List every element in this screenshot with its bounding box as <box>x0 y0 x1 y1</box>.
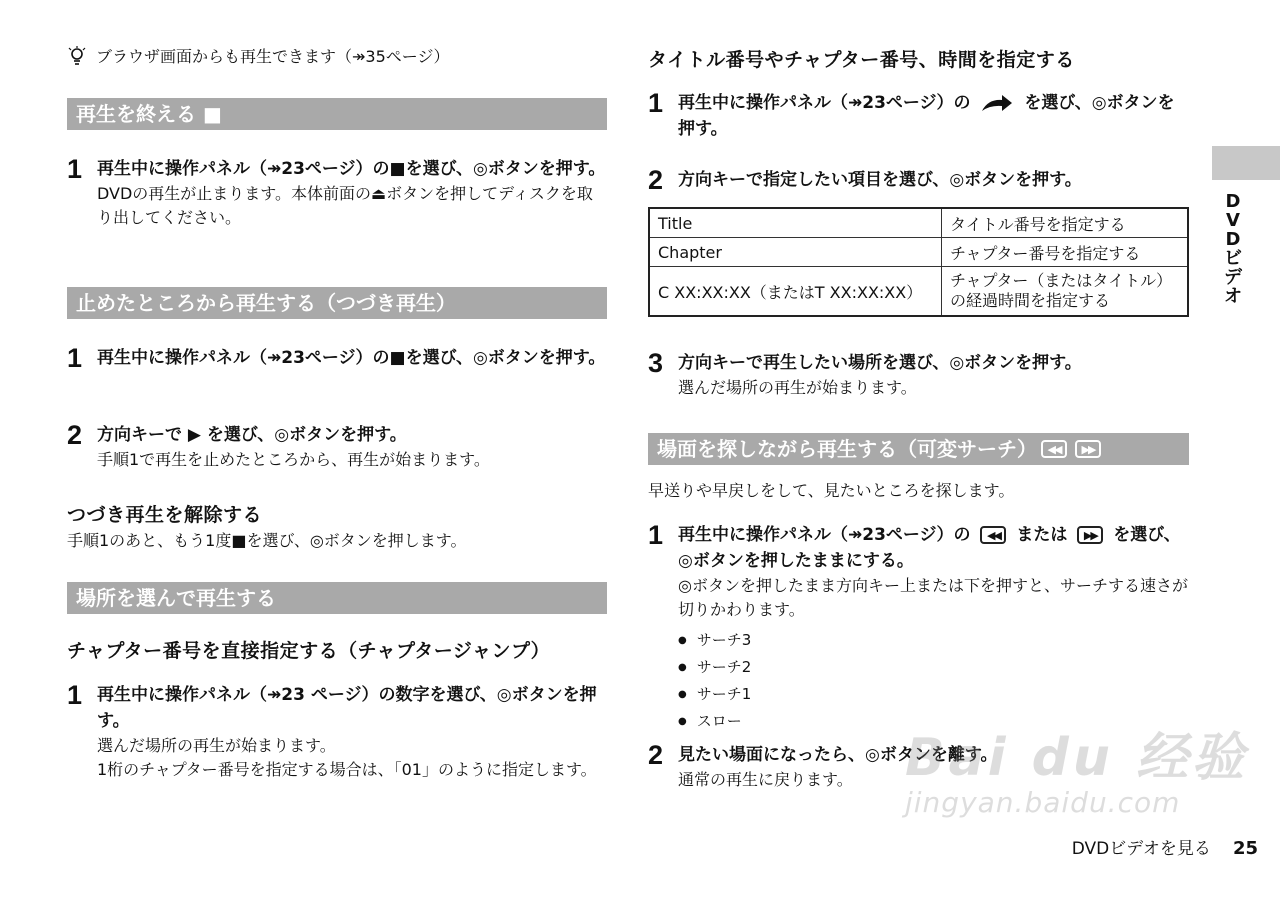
list-item: ● サーチ2 <box>678 655 1189 682</box>
side-char: デ <box>1224 267 1242 288</box>
step-instruction-cont: を選び、◎ボタンを押す。 <box>678 93 1175 139</box>
time-step-3 <box>648 350 1189 400</box>
step-number: 3 <box>648 348 664 378</box>
table-cell-desc: チャプター番号を指定する <box>942 238 1189 267</box>
step-instruction: 再生中に操作パネル（↠23ページ）の <box>678 93 971 113</box>
step-instruction: 方向キーで ▶ を選び、◎ボタンを押す。 <box>97 425 407 445</box>
time-step-2 <box>648 167 1189 193</box>
rewind-icon: ◀◀ <box>1041 440 1067 458</box>
side-chapter-label <box>1222 192 1244 306</box>
section-title-select-location: 場所を選んで再生する <box>67 582 607 614</box>
step-number: 1 <box>648 520 664 550</box>
footer-section: DVDビデオを見る <box>1071 839 1211 859</box>
resume-step-1 <box>67 345 607 371</box>
cancel-resume-heading: つづき再生を解除する <box>67 504 263 526</box>
baidu-watermark <box>905 715 1248 819</box>
step-number: 1 <box>67 680 83 710</box>
option-table-wrap <box>648 207 1189 317</box>
time-select-heading: タイトル番号やチャプター番号、時間を指定する <box>648 49 1075 71</box>
lightbulb-icon <box>68 46 86 66</box>
cancel-resume-text: 手順1のあと、もう1度■を選び、◎ボタンを押します。 <box>67 531 467 550</box>
table-cell-desc: チャプター（またはタイトル）の経過時間を指定する <box>942 267 1189 317</box>
step-instruction-or: または <box>1016 525 1068 545</box>
table-cell-key: Chapter <box>649 238 942 267</box>
step-note: 選んだ場所の再生が始まります。 <box>97 736 336 755</box>
page-number: 25 <box>1232 838 1258 859</box>
resume-step-2 <box>67 422 607 472</box>
table-cell-desc: タイトル番号を指定する <box>942 208 1189 238</box>
list-item: ● スロー <box>678 709 1189 736</box>
tip-text: ブラウザ画面からも再生できます（↠35ページ） <box>96 47 450 66</box>
step-instruction-cont: を選び、◎ボタンを押したままにする。 <box>678 525 1181 571</box>
step-instruction: 方向キーで再生したい場所を選び、◎ボタンを押す。 <box>678 353 1082 373</box>
step-number: 1 <box>648 88 664 118</box>
page-footer <box>1072 834 1258 859</box>
section-title-stop: 再生を終える ■ <box>67 98 607 130</box>
step-instruction: 再生中に操作パネル（↠23 ページ）の数字を選び、◎ボタンを押す。 <box>97 685 597 731</box>
step-note: 通常の再生に戻ります。 <box>678 770 853 789</box>
list-item: ● サーチ3 <box>678 628 1189 655</box>
side-tab-marker <box>1212 146 1280 180</box>
step-number: 2 <box>648 740 664 770</box>
jump-arrow-icon <box>980 93 1014 113</box>
watermark-brand: Bai du 经验 <box>905 728 1248 788</box>
step-instruction: 再生中に操作パネル（↠23ページ）の■を選び、◎ボタンを押す。 <box>97 159 606 179</box>
step-note: 1桁のチャプター番号を指定する場合は、「01」のように指定します。 <box>97 760 597 779</box>
fast-forward-icon: ▶▶ <box>1075 440 1101 458</box>
step-note: ◎ボタンを押したまま方向キー上または下を押すと、サーチする速さが切りかわります。 <box>678 576 1188 619</box>
section-title-resume: 止めたところから再生する（つづき再生） <box>67 287 607 319</box>
side-char: オ <box>1224 286 1242 307</box>
step-instruction: 再生中に操作パネル（↠23ページ）の <box>678 525 971 545</box>
table-cell-key: Title <box>649 208 942 238</box>
step-instruction: 方向キーで指定したい項目を選び、◎ボタンを押す。 <box>678 170 1082 190</box>
rewind-icon: ◀◀ <box>980 526 1006 544</box>
step-number: 1 <box>67 154 83 184</box>
chapter-jump-heading: チャプター番号を直接指定する（チャプタージャンプ） <box>67 640 551 662</box>
chapter-jump-step-1 <box>67 682 607 782</box>
step-note: 選んだ場所の再生が始まります。 <box>678 378 917 397</box>
option-table <box>648 207 1189 317</box>
table-cell-key: C XX:XX:XX（またはT XX:XX:XX） <box>649 267 942 317</box>
fast-forward-icon: ▶▶ <box>1077 526 1103 544</box>
list-item: ● サーチ1 <box>678 682 1189 709</box>
table-row <box>649 238 1188 267</box>
step-note: 手順1で再生を止めたところから、再生が始まります。 <box>97 450 490 469</box>
step-instruction: 見たい場面になったら、◎ボタンを離す。 <box>678 745 998 765</box>
step-note: DVDの再生が止まります。本体前面の⏏ボタンを押してディスクを取り出してください。 <box>97 184 593 227</box>
side-char: ビ <box>1224 248 1242 269</box>
stop-step-1 <box>67 156 607 230</box>
variable-search-intro: 早送りや早戻しをして、見たいところを探します。 <box>648 481 1015 500</box>
step-number: 1 <box>67 343 83 373</box>
section-title-text: 場面を探しながら再生する（可変サーチ） <box>657 437 1037 461</box>
side-char: D <box>1225 191 1241 212</box>
table-row <box>649 208 1188 238</box>
side-char: V <box>1226 210 1240 231</box>
table-row <box>649 267 1188 317</box>
step-number: 2 <box>67 420 83 450</box>
section-title-variable-search <box>648 433 1189 465</box>
step-instruction: 再生中に操作パネル（↠23ページ）の■を選び、◎ボタンを押す。 <box>97 348 606 368</box>
tip-line <box>68 44 449 67</box>
watermark-url: jingyan.baidu.com <box>905 786 1181 819</box>
side-char: D <box>1225 229 1241 250</box>
time-step-1 <box>648 90 1189 142</box>
search-step-1 <box>648 522 1189 736</box>
step-number: 2 <box>648 165 664 195</box>
